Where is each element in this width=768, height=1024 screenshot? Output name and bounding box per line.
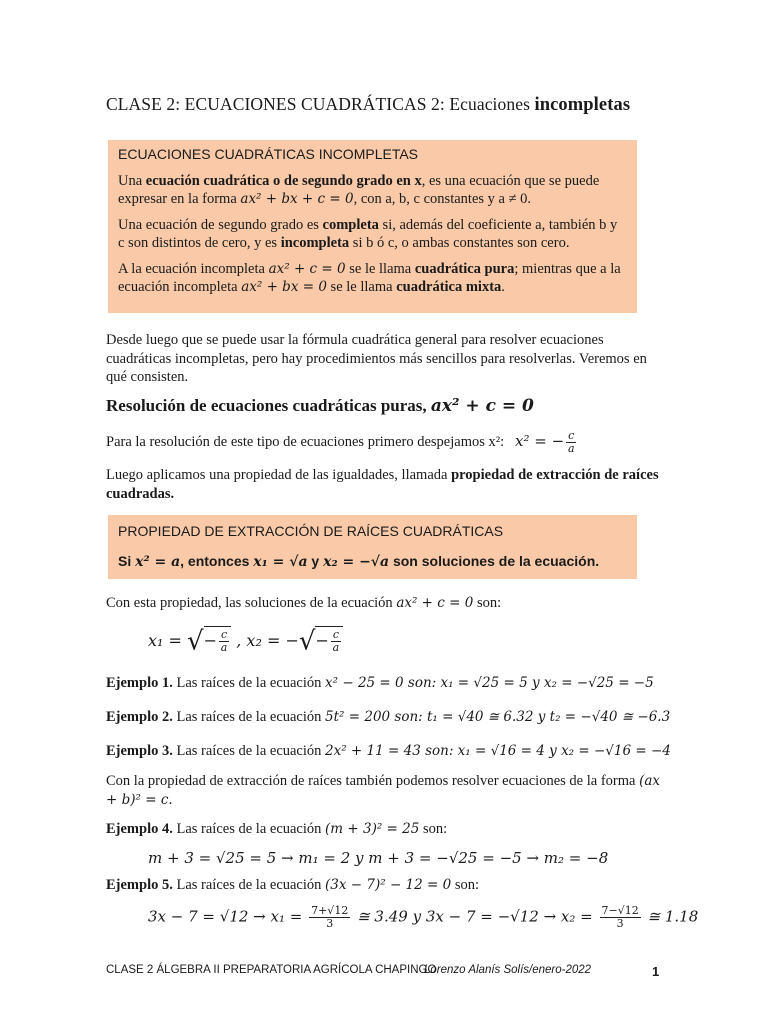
example-5-solution: 3x − 7 = √12 → x₁ = $\frac{7+√12}{3}$ ≅ 3.49 y 3x − 7 = −√12 → x₂ = $\frac{7-√12}{3}$ ≅ 1.18 xyxy=(148,904,699,930)
definition-paragraph-3: A la ecuación incompleta ax² + c = 0 se le llama cuadrática pura; mientras que a la ecuación incompleta ax² + bx = 0 se le llama cuadrática mixta. xyxy=(118,261,621,295)
fraction: $\frac{c}{a}$ xyxy=(220,628,228,654)
example-4: Ejemplo 4. Las raíces de la ecuación (m + 3)² = 25 son: xyxy=(106,821,448,837)
property-statement: Si x² = a, entonces x₁ = √a y x₂ = −√a son soluciones de la ecuación. xyxy=(118,553,600,570)
despeje-line: Para la resolución de este tipo de ecuaciones primero despejamos x²: x² = − $\frac{c}{a}$ xyxy=(106,429,575,455)
fraction: $\frac{7-√12}{3}$ xyxy=(601,904,639,930)
section-heading: Resolución de ecuaciones cuadráticas puras, ax² + c = 0 xyxy=(106,396,534,416)
con-esta-line: Con esta propiedad, las soluciones de la ecuación ax² + c = 0 son: xyxy=(106,595,502,611)
fraction: $\frac{c}{a}$ xyxy=(567,429,575,455)
example-4-solution: m + 3 = √25 = 5 → m₁ = 2 y m + 3 = −√25 = −5 → m₂ = −8 xyxy=(148,849,609,867)
example-5: Ejemplo 5. Las raíces de la ecuación (3x − 7)² − 12 = 0 son: xyxy=(106,877,480,893)
footer-author: Lorenzo Alanís Solís/enero-2022 xyxy=(424,964,592,976)
property-heading: PROPIEDAD DE EXTRACCIÓN DE RAÍCES CUADRÁTICAS xyxy=(118,523,504,539)
luego-paragraph: Luego aplicamos una propiedad de las igualdades, llamada propiedad de extracción de raíces cuadradas. xyxy=(106,467,659,502)
example-2: Ejemplo 2. Las raíces de la ecuación 5t² = 200 son: t₁ = √40 ≅ 6.32 y t₂ = −√40 ≅ −6.3 xyxy=(106,709,671,725)
definition-paragraph-1: Una ecuación cuadrática o de segundo grado en x, es una ecuación que se puede expresar en la forma ax² + bx + c = 0, con a, b, c constantes y a ≠ 0. xyxy=(118,173,600,207)
footer-course: CLASE 2 ÁLGEBRA II PREPARATORIA AGRÍCOLA CHAPINGO xyxy=(106,964,437,976)
example-1: Ejemplo 1. Las raíces de la ecuación x² − 25 = 0 son: x₁ = √25 = 5 y x₂ = −√25 = −5 xyxy=(106,675,654,691)
fraction: $\frac{c}{a}$ xyxy=(332,628,340,654)
example-3: Ejemplo 3. Las raíces de la ecuación 2x² + 11 = 43 son: x₁ = √16 = 4 y x₂ = −√16 = −4 xyxy=(106,743,671,759)
con-propiedad-paragraph: Con la propiedad de extracción de raíces también podemos resolver ecuaciones de la forma (ax + b)² = c. xyxy=(106,773,660,808)
intro-paragraph: Desde luego que se puede usar la fórmula cuadrática general para resolver ecuaciones cuadráticas incompletas, pero hay procedimientos más sencillos para resolverlas. Veremos en qué consisten. xyxy=(106,332,647,385)
page-number: 1 xyxy=(652,964,660,979)
definition-box xyxy=(108,140,637,313)
definition-paragraph-2: Una ecuación de segundo grado es completa si, además del coeficiente a, también b y c son distintos de cero, y es incompleta si b ó c, o ambas constantes son cero. xyxy=(118,217,618,251)
page-title: CLASE 2: ECUACIONES CUADRÁTICAS 2: Ecuaciones incompletas xyxy=(106,94,631,115)
definition-heading: ECUACIONES CUADRÁTICAS INCOMPLETAS xyxy=(118,146,419,162)
solution-formula: x₁ = √− $\frac{c}{a}$ , x₂ = −√− $\frac{c}{a}$ xyxy=(148,626,343,657)
fraction: $\frac{7+√12}{3}$ xyxy=(311,904,349,930)
property-box xyxy=(108,515,637,579)
